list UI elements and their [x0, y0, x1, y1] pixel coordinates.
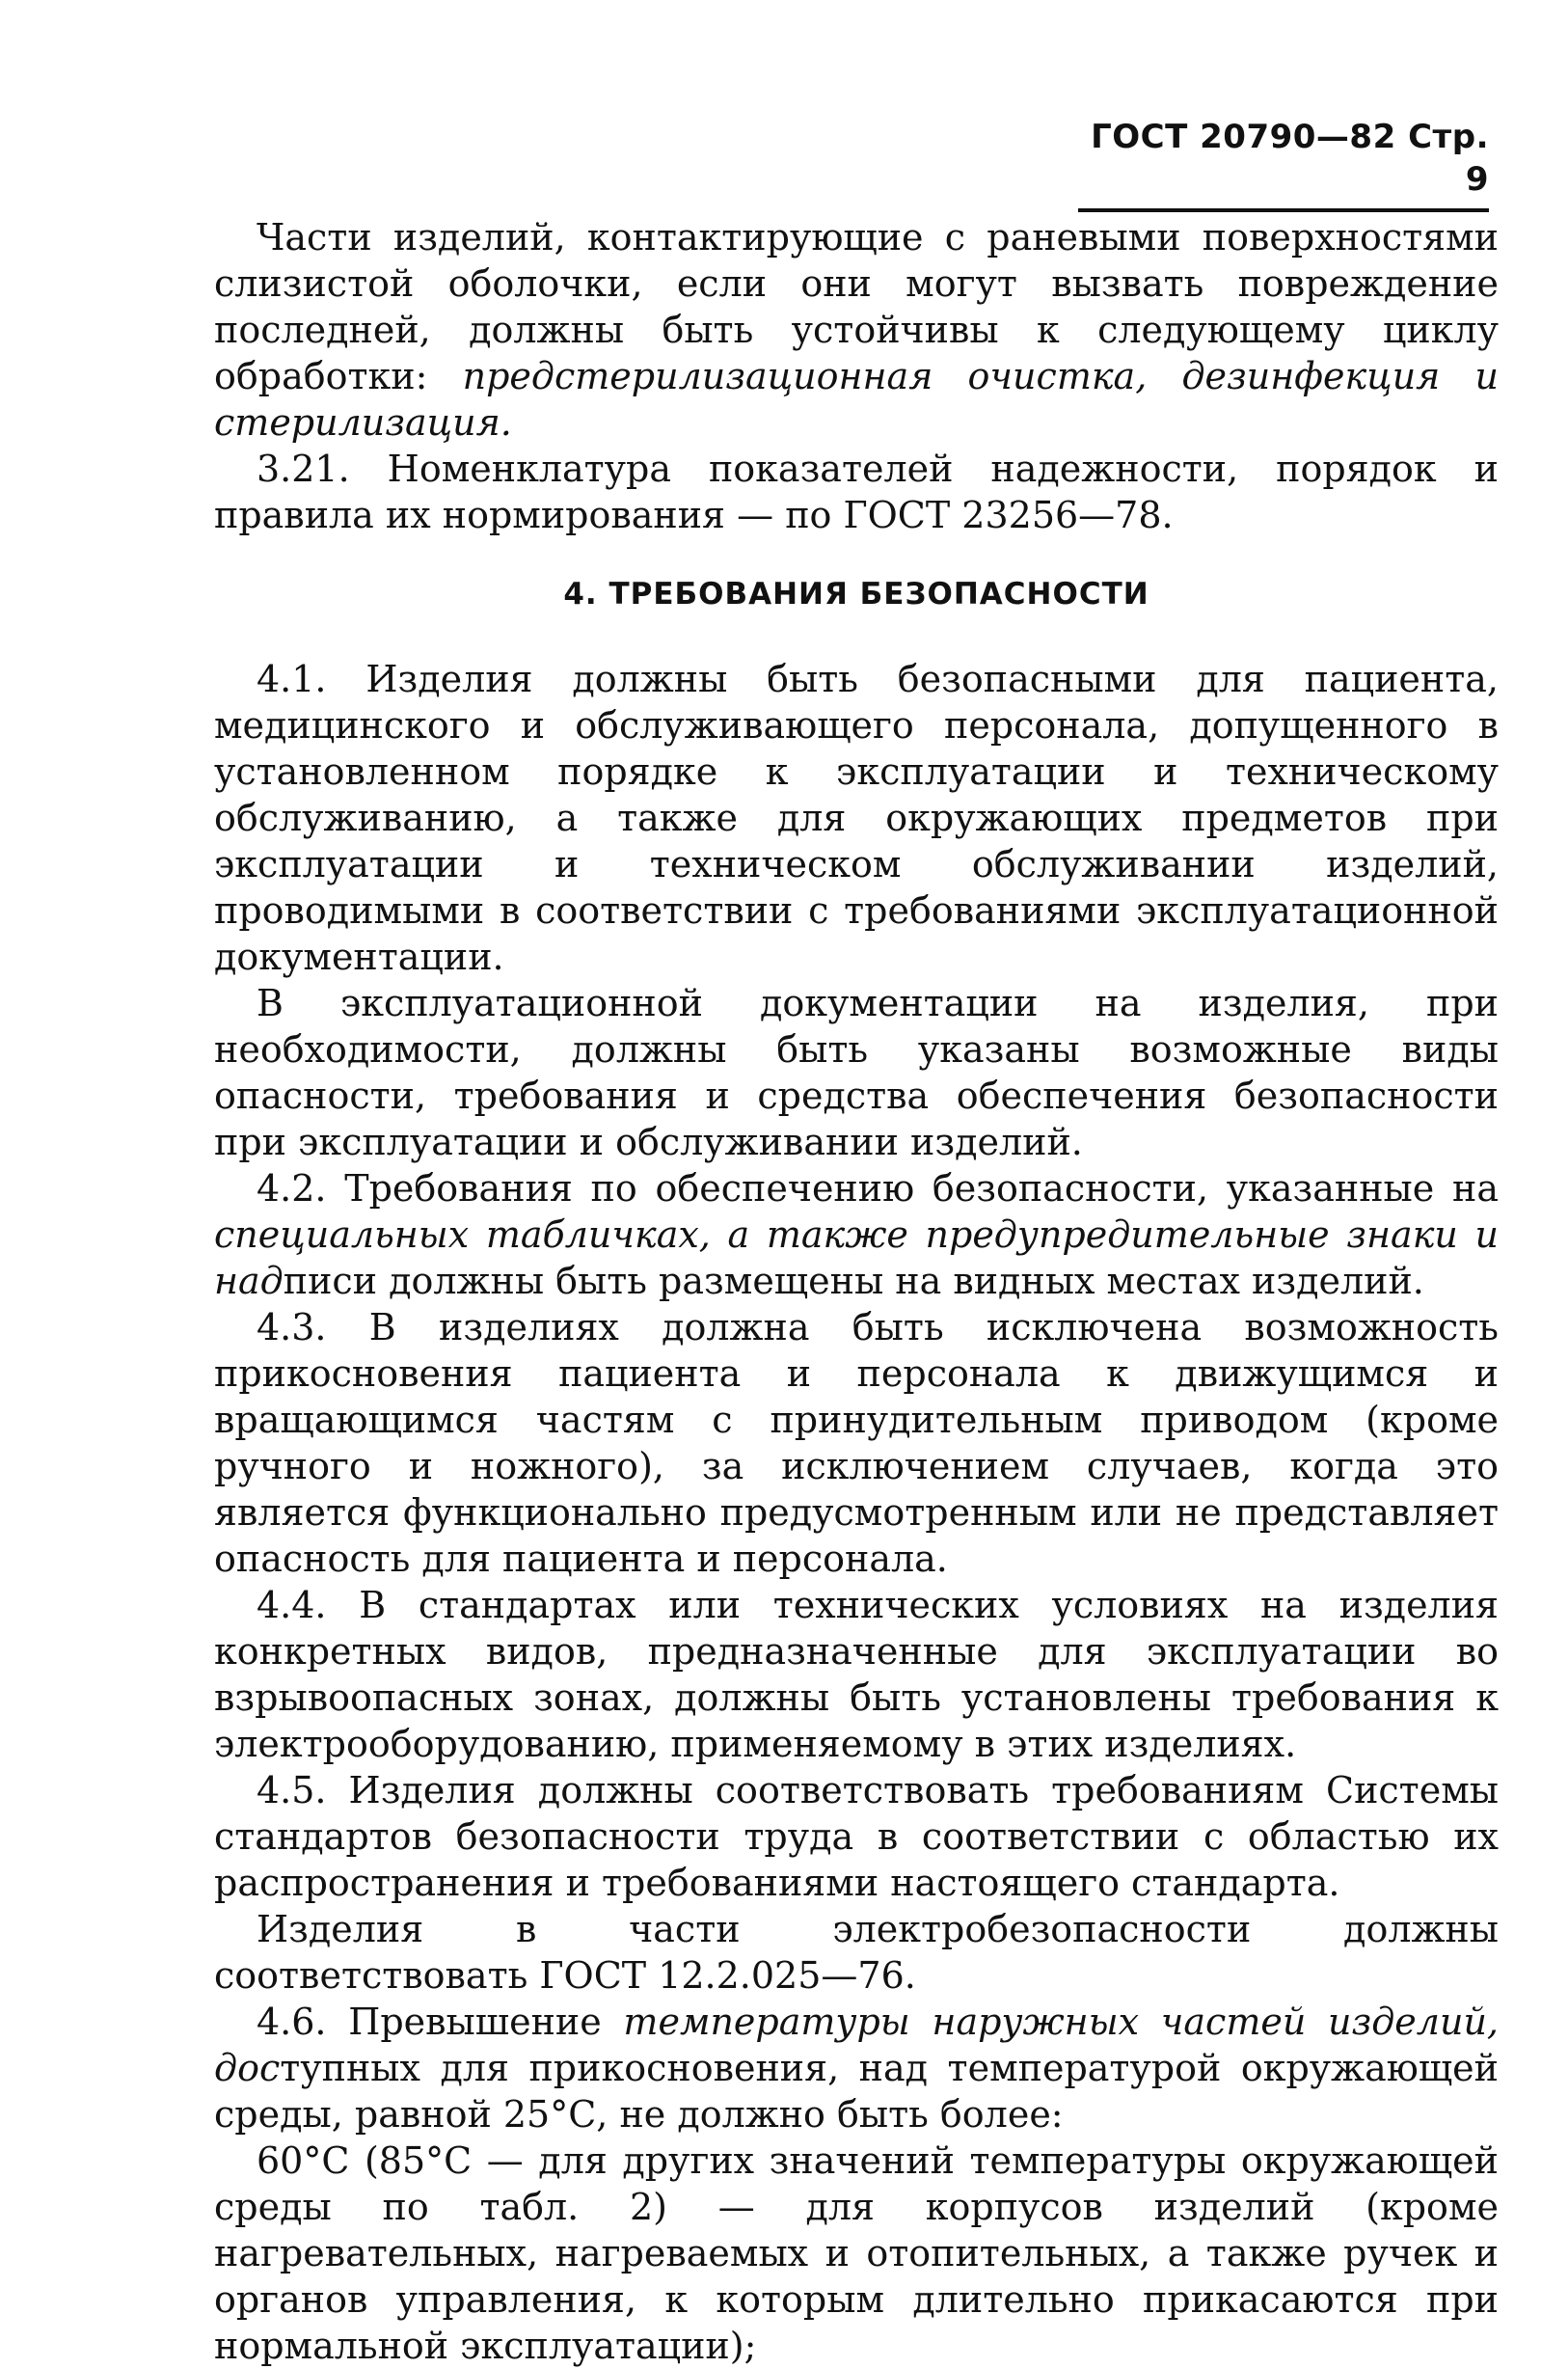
paragraph-4-1-documentation: В эксплуатационной документации на изделия, при необходимости, должны быть указаны возможные виды опасности, требования и средства обеспечения безопасности при эксплуатации и обслуживании изделий.	[214, 982, 1499, 1163]
paragraph-text-italic: специальных табличках, а также предупредительные знаки и над	[214, 1213, 1499, 1302]
paragraph-text: 4.6. Превышение	[257, 2001, 624, 2043]
paragraph-4-1: 4.1. Изделия должны быть безопасными для пациента, медицинского и обслуживающего персонала, допущенного в установленном порядке к эксплуатации и техническому обслуживанию, а также для окружающих предметов при эксплуатации и техническом обслуживании изделий, проводимыми в соответствии с требованиями эксплуатационной документации.	[214, 658, 1499, 978]
page-header	[1078, 116, 1489, 212]
paragraph-text-italic: температуры наружных частей изделий, дос	[214, 2001, 1500, 2089]
paragraph-3-21: 3.21. Номенклатура показателей надежности, порядок и правила их нормирования — по ГОСТ 23256—78.	[214, 448, 1499, 536]
paragraph-text: Части изделий, контактирующие с раневыми поверхностями слизистой оболочки, если они могут вызвать повреждение последней, должны быть устойчивы к следующему циклу обработки:	[214, 216, 1499, 397]
document-body	[214, 214, 1499, 2369]
paragraph-text: 4.2. Требования по обеспечению безопасности, указанные на	[257, 1167, 1499, 1210]
paragraph-text-italic: предстерилизационная очистка, дезинфекция и стерилизация.	[214, 355, 1499, 444]
header-title: ГОСТ 20790—82 Стр. 9	[1091, 118, 1489, 199]
paragraph-4-5-electrical: Изделия в части электробезопасности должны соответствовать ГОСТ 12.2.025—76.	[214, 1908, 1499, 1997]
paragraph-4-5: 4.5. Изделия должны соответствовать требованиям Системы стандартов безопасности труда в соответствии с областью их распространения и требованиями настоящего стандарта.	[214, 1769, 1499, 1904]
paragraph-4-3: 4.3. В изделиях должна быть исключена возможность прикосновения пациента и персонала к движущимся и вращающимся частям с принудительным приводом (кроме ручного и ножного), за исключением случаев, когда это является функционально предусмотренным или не представляет опасность для пациента и персонала.	[214, 1306, 1499, 1580]
section-title: 4. ТРЕБОВАНИЯ БЕЗОПАСНОСТИ	[563, 577, 1149, 612]
paragraph-4-6-limit: 60°С (85°С — для других значений температуры окружающей среды по табл. 2) — для корпусов изделий (кроме нагревательных, нагреваемых и отопительных, а также ручек и органов управления, к которым длительно прикасаются при нормальной эксплуатации);	[214, 2139, 1499, 2367]
paragraph-text: писи должны быть размещены на видных местах изделий.	[283, 1260, 1424, 1302]
paragraph-4-2	[214, 1165, 1499, 1304]
paragraph-cleaning-cycle	[214, 214, 1499, 446]
paragraph-4-6	[214, 1999, 1499, 2138]
header-rule	[1078, 208, 1489, 212]
paragraph-text: тупных для прикосновения, над температурой окружающей среды, равной 25°С, не должно быть более:	[214, 2047, 1499, 2136]
paragraph-4-4: 4.4. В стандартах или технических условиях на изделия конкретных видов, предназначенные для эксплуатации во взрывоопасных зонах, должны быть установлены требования к электрооборудованию, применяемому в этих изделиях.	[214, 1584, 1499, 1765]
